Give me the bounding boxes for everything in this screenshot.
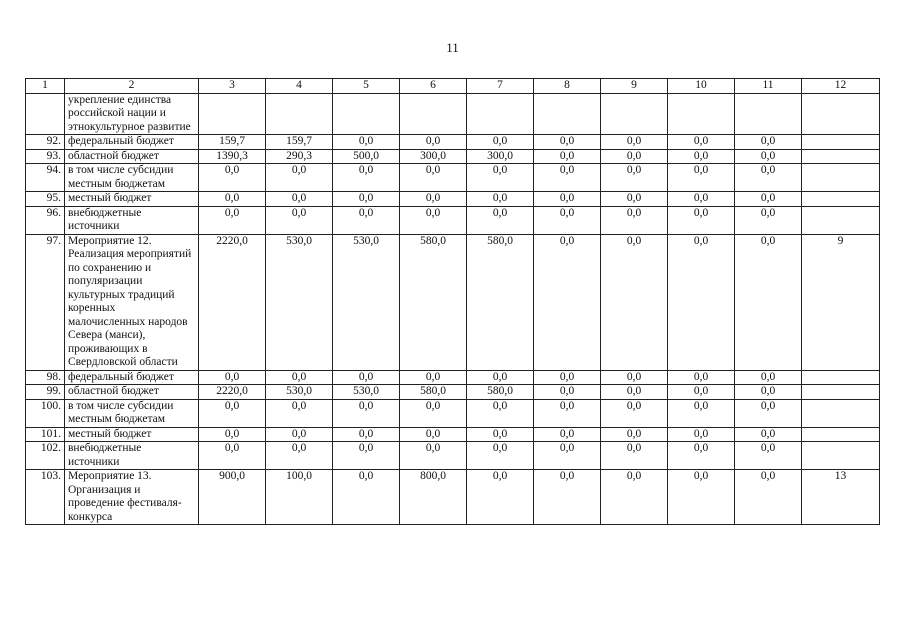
value-cell: 0,0	[534, 164, 601, 192]
row-number-cell: 97.	[26, 234, 65, 370]
header-cell: 10	[668, 79, 735, 94]
row-number-cell: 102.	[26, 442, 65, 470]
value-cell	[467, 93, 534, 135]
page-number: 11	[446, 40, 459, 55]
value-cell: 0,0	[199, 442, 266, 470]
description-cell: Мероприятие 12. Реализация мероприятий по сохранению и популяризации культурных традиций коренных малочисленных народов Севера (манси), проживающих в Свердловской области	[65, 234, 199, 370]
value-cell: 800,0	[400, 470, 467, 525]
value-cell: 100,0	[266, 470, 333, 525]
value-cell: 0,0	[668, 149, 735, 164]
goal-ref-cell	[802, 149, 880, 164]
header-cell: 2	[65, 79, 199, 94]
header-cell: 8	[534, 79, 601, 94]
value-cell: 0,0	[534, 385, 601, 400]
value-cell: 0,0	[735, 192, 802, 207]
value-cell: 0,0	[601, 385, 668, 400]
value-cell: 0,0	[400, 206, 467, 234]
header-cell: 9	[601, 79, 668, 94]
value-cell: 0,0	[601, 442, 668, 470]
value-cell: 0,0	[735, 149, 802, 164]
value-cell: 0,0	[199, 370, 266, 385]
value-cell	[534, 93, 601, 135]
value-cell: 0,0	[266, 442, 333, 470]
table-row	[26, 399, 880, 427]
value-cell: 0,0	[735, 427, 802, 442]
description-cell: федеральный бюджет	[65, 135, 199, 150]
row-number-cell: 101.	[26, 427, 65, 442]
goal-ref-cell	[802, 192, 880, 207]
value-cell: 0,0	[467, 399, 534, 427]
row-number-cell: 95.	[26, 192, 65, 207]
value-cell: 0,0	[534, 192, 601, 207]
value-cell: 0,0	[199, 399, 266, 427]
value-cell: 2220,0	[199, 385, 266, 400]
value-cell: 580,0	[400, 234, 467, 370]
table-row	[26, 192, 880, 207]
value-cell: 0,0	[333, 399, 400, 427]
value-cell: 0,0	[601, 427, 668, 442]
table-row	[26, 93, 880, 135]
value-cell: 0,0	[735, 399, 802, 427]
value-cell: 0,0	[400, 370, 467, 385]
value-cell: 0,0	[467, 370, 534, 385]
value-cell: 290,3	[266, 149, 333, 164]
goal-ref-cell: 13	[802, 470, 880, 525]
value-cell: 0,0	[534, 149, 601, 164]
header-cell: 11	[735, 79, 802, 94]
value-cell: 0,0	[199, 192, 266, 207]
row-number-cell: 100.	[26, 399, 65, 427]
value-cell: 0,0	[601, 149, 668, 164]
header-cell: 5	[333, 79, 400, 94]
table-row	[26, 149, 880, 164]
value-cell: 0,0	[735, 385, 802, 400]
value-cell: 0,0	[668, 135, 735, 150]
goal-ref-cell	[802, 93, 880, 135]
value-cell	[735, 93, 802, 135]
value-cell	[400, 93, 467, 135]
budget-table	[25, 78, 880, 525]
value-cell: 0,0	[266, 370, 333, 385]
header-cell: 1	[26, 79, 65, 94]
table-row	[26, 164, 880, 192]
value-cell: 0,0	[266, 164, 333, 192]
value-cell: 0,0	[534, 399, 601, 427]
header-cell: 3	[199, 79, 266, 94]
value-cell: 0,0	[735, 135, 802, 150]
value-cell: 0,0	[735, 370, 802, 385]
value-cell: 159,7	[266, 135, 333, 150]
value-cell: 0,0	[400, 427, 467, 442]
value-cell: 0,0	[534, 470, 601, 525]
value-cell: 900,0	[199, 470, 266, 525]
value-cell: 0,0	[601, 135, 668, 150]
value-cell: 0,0	[534, 206, 601, 234]
value-cell	[266, 93, 333, 135]
value-cell: 0,0	[668, 234, 735, 370]
value-cell: 0,0	[601, 164, 668, 192]
value-cell	[333, 93, 400, 135]
header-cell: 12	[802, 79, 880, 94]
value-cell: 0,0	[400, 442, 467, 470]
row-number-cell	[26, 93, 65, 135]
value-cell: 0,0	[534, 370, 601, 385]
row-number-cell: 98.	[26, 370, 65, 385]
value-cell: 0,0	[266, 427, 333, 442]
value-cell: 0,0	[199, 164, 266, 192]
table-row	[26, 385, 880, 400]
value-cell: 300,0	[467, 149, 534, 164]
row-number-cell: 94.	[26, 164, 65, 192]
value-cell: 0,0	[668, 370, 735, 385]
value-cell: 0,0	[467, 135, 534, 150]
table-row	[26, 135, 880, 150]
value-cell: 0,0	[199, 206, 266, 234]
value-cell: 530,0	[266, 385, 333, 400]
value-cell: 0,0	[668, 442, 735, 470]
value-cell: 0,0	[668, 164, 735, 192]
goal-ref-cell	[802, 385, 880, 400]
value-cell: 2220,0	[199, 234, 266, 370]
value-cell: 0,0	[735, 206, 802, 234]
value-cell: 0,0	[400, 164, 467, 192]
value-cell: 500,0	[333, 149, 400, 164]
goal-ref-cell	[802, 370, 880, 385]
table-row	[26, 370, 880, 385]
value-cell: 0,0	[333, 442, 400, 470]
description-cell: в том числе субсидии местным бюджетам	[65, 399, 199, 427]
value-cell: 159,7	[199, 135, 266, 150]
value-cell	[601, 93, 668, 135]
value-cell: 580,0	[467, 385, 534, 400]
value-cell: 0,0	[668, 470, 735, 525]
description-cell: внебюджетные источники	[65, 206, 199, 234]
header-cell: 4	[266, 79, 333, 94]
value-cell: 0,0	[668, 399, 735, 427]
value-cell	[199, 93, 266, 135]
value-cell: 0,0	[266, 399, 333, 427]
value-cell: 0,0	[601, 192, 668, 207]
value-cell: 0,0	[266, 192, 333, 207]
value-cell: 0,0	[333, 135, 400, 150]
value-cell: 580,0	[467, 234, 534, 370]
table-row	[26, 234, 880, 370]
value-cell: 0,0	[467, 470, 534, 525]
value-cell: 0,0	[199, 427, 266, 442]
value-cell: 0,0	[333, 192, 400, 207]
value-cell: 0,0	[668, 427, 735, 442]
description-cell: областной бюджет	[65, 149, 199, 164]
value-cell: 0,0	[467, 164, 534, 192]
value-cell: 0,0	[534, 234, 601, 370]
value-cell: 580,0	[400, 385, 467, 400]
value-cell: 0,0	[735, 234, 802, 370]
value-cell: 0,0	[735, 470, 802, 525]
value-cell: 0,0	[400, 192, 467, 207]
description-cell: в том числе субсидии местным бюджетам	[65, 164, 199, 192]
value-cell: 0,0	[534, 427, 601, 442]
value-cell: 0,0	[266, 206, 333, 234]
row-number-cell: 103.	[26, 470, 65, 525]
value-cell: 530,0	[333, 385, 400, 400]
description-cell: местный бюджет	[65, 192, 199, 207]
value-cell: 0,0	[333, 370, 400, 385]
row-number-cell: 92.	[26, 135, 65, 150]
description-cell: внебюджетные источники	[65, 442, 199, 470]
value-cell: 0,0	[668, 385, 735, 400]
value-cell: 0,0	[467, 206, 534, 234]
value-cell: 0,0	[668, 192, 735, 207]
table-row	[26, 427, 880, 442]
goal-ref-cell	[802, 427, 880, 442]
table-row	[26, 206, 880, 234]
row-number-cell: 93.	[26, 149, 65, 164]
table-row	[26, 442, 880, 470]
value-cell: 0,0	[668, 206, 735, 234]
value-cell: 0,0	[601, 234, 668, 370]
value-cell: 0,0	[601, 470, 668, 525]
value-cell: 0,0	[467, 427, 534, 442]
description-cell: Мероприятие 13. Организация и проведение фестиваля-конкурса	[65, 470, 199, 525]
goal-ref-cell	[802, 135, 880, 150]
value-cell: 0,0	[735, 164, 802, 192]
row-number-cell: 96.	[26, 206, 65, 234]
value-cell: 0,0	[601, 399, 668, 427]
value-cell: 0,0	[333, 470, 400, 525]
value-cell: 0,0	[534, 442, 601, 470]
value-cell: 0,0	[333, 427, 400, 442]
value-cell: 0,0	[467, 442, 534, 470]
table-header-row	[26, 79, 880, 94]
value-cell: 1390,3	[199, 149, 266, 164]
value-cell: 0,0	[735, 442, 802, 470]
header-cell: 6	[400, 79, 467, 94]
value-cell: 530,0	[333, 234, 400, 370]
table-row	[26, 470, 880, 525]
header-cell: 7	[467, 79, 534, 94]
description-cell: областной бюджет	[65, 385, 199, 400]
goal-ref-cell: 9	[802, 234, 880, 370]
goal-ref-cell	[802, 442, 880, 470]
value-cell: 0,0	[333, 206, 400, 234]
value-cell: 300,0	[400, 149, 467, 164]
value-cell	[668, 93, 735, 135]
value-cell: 0,0	[333, 164, 400, 192]
description-cell: местный бюджет	[65, 427, 199, 442]
value-cell: 0,0	[601, 370, 668, 385]
table-body	[26, 79, 880, 525]
goal-ref-cell	[802, 399, 880, 427]
goal-ref-cell	[802, 164, 880, 192]
value-cell: 0,0	[400, 135, 467, 150]
goal-ref-cell	[802, 206, 880, 234]
row-number-cell: 99.	[26, 385, 65, 400]
description-cell: укрепление единства российской нации и этнокультурное развитие	[65, 93, 199, 135]
value-cell: 0,0	[467, 192, 534, 207]
value-cell: 530,0	[266, 234, 333, 370]
value-cell: 0,0	[601, 206, 668, 234]
value-cell: 0,0	[534, 135, 601, 150]
description-cell: федеральный бюджет	[65, 370, 199, 385]
value-cell: 0,0	[400, 399, 467, 427]
